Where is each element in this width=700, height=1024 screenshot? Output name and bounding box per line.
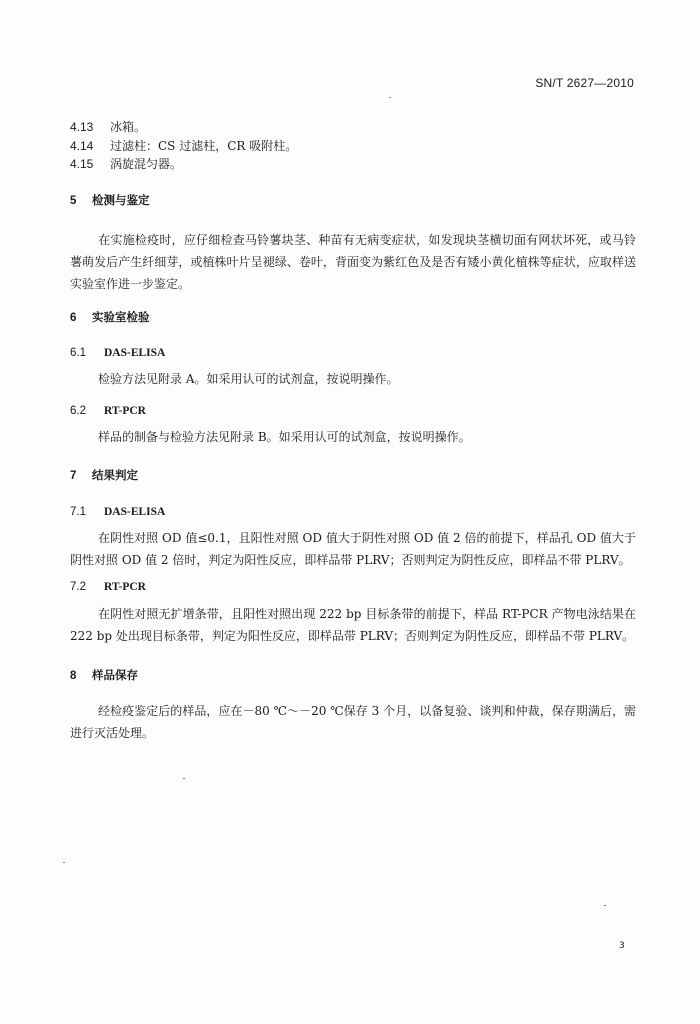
section-5-paragraph: [70, 229, 636, 295]
subsection-6-2-heading: [70, 403, 146, 417]
section-title: 检测与鉴定: [92, 193, 150, 207]
subsection-title: RT-PCR: [104, 581, 146, 593]
list-item-text: 过滤柱：CS 过滤柱，CR 吸附柱。: [110, 139, 298, 153]
list-item: [70, 118, 146, 135]
subsection-6-1-heading: [70, 345, 165, 359]
paragraph-text: 在实施检疫时，应仔细检查马铃薯块茎、种苗有无病变症状，如发现块茎横切面有网状坏死，或马铃薯萌发后产生纤细芽，或植株叶片呈褪绿、卷叶，背面变为紫红色及是否有矮小黄化植株等症状，应取样送实验室作进一步鉴定。: [70, 233, 636, 291]
subsection-number: 7.1: [70, 506, 86, 518]
list-item: [70, 137, 297, 154]
section-title: 实验室检验: [92, 310, 150, 324]
paragraph-text: 在阴性对照 OD 值≤0.1，且阳性对照 OD 值大于阴性对照 OD 值 2 倍的前提下，样品孔 OD 值大于阴性对照 OD 值 2 倍时，判定为阳性反应，即样品带 PLRV；否则判定为阴性反应，即样品不带 PLRV。: [70, 531, 636, 567]
list-item-number: 4.13: [70, 120, 94, 134]
section-5-heading: [70, 192, 150, 208]
subsection-6-1-paragraph: [70, 368, 636, 390]
subsection-6-2-paragraph: [70, 426, 636, 448]
subsection-7-1-paragraph: [70, 527, 636, 571]
section-number: 5: [70, 195, 77, 207]
section-8-paragraph: [70, 700, 636, 744]
list-item-number: 4.15: [70, 157, 94, 171]
subsection-7-2-paragraph: [70, 603, 636, 647]
section-6-heading: [70, 309, 150, 325]
section-title: 样品保存: [92, 668, 138, 682]
section-title: 结果判定: [92, 468, 138, 482]
paragraph-text: 检验方法见附录 A。如采用认可的试剂盒，按说明操作。: [98, 372, 399, 386]
subsection-number: 6.2: [70, 405, 86, 417]
subsection-title: DAS-ELISA: [104, 347, 166, 359]
list-item-text: 冰箱。: [110, 120, 147, 134]
section-8-heading: [70, 667, 138, 683]
paragraph-text: 样品的制备与检验方法见附录 B。如采用认可的试剂盒，按说明操作。: [98, 430, 471, 444]
subsection-number: 7.2: [70, 581, 86, 593]
subsection-7-1-heading: [70, 504, 165, 518]
list-item-number: 4.14: [70, 139, 94, 153]
paragraph-text: 经检疫鉴定后的样品，应在－80 ℃～－20 ℃保存 3 个月，以备复验、谈判和仲裁，保存期满后，需进行灭活处理。: [70, 704, 636, 740]
document-code: SN/T 2627—2010: [535, 76, 634, 90]
section-number: 7: [70, 470, 77, 482]
paragraph-text: 在阴性对照无扩增条带，且阳性对照出现 222 bp 目标条带的前提下，样品 RT-PCR 产物电泳结果在 222 bp 处出现目标条带，判定为阳性反应，即样品带 PLRV；否则判定为阴性反应，即样品不带 PLRV。: [70, 607, 636, 643]
section-7-heading: [70, 467, 138, 483]
scan-speck: [604, 905, 606, 906]
section-number: 6: [70, 312, 77, 324]
page-number: 3: [619, 941, 625, 951]
list-item: [70, 155, 182, 172]
scan-speck: [63, 862, 65, 863]
scan-speck: [183, 778, 185, 779]
list-item-text: 涡旋混匀器。: [110, 157, 183, 171]
section-number: 8: [70, 670, 77, 682]
subsection-title: DAS-ELISA: [104, 506, 166, 518]
scan-speck: [389, 97, 391, 98]
subsection-7-2-heading: [70, 579, 146, 593]
subsection-number: 6.1: [70, 347, 86, 359]
subsection-title: RT-PCR: [104, 405, 146, 417]
